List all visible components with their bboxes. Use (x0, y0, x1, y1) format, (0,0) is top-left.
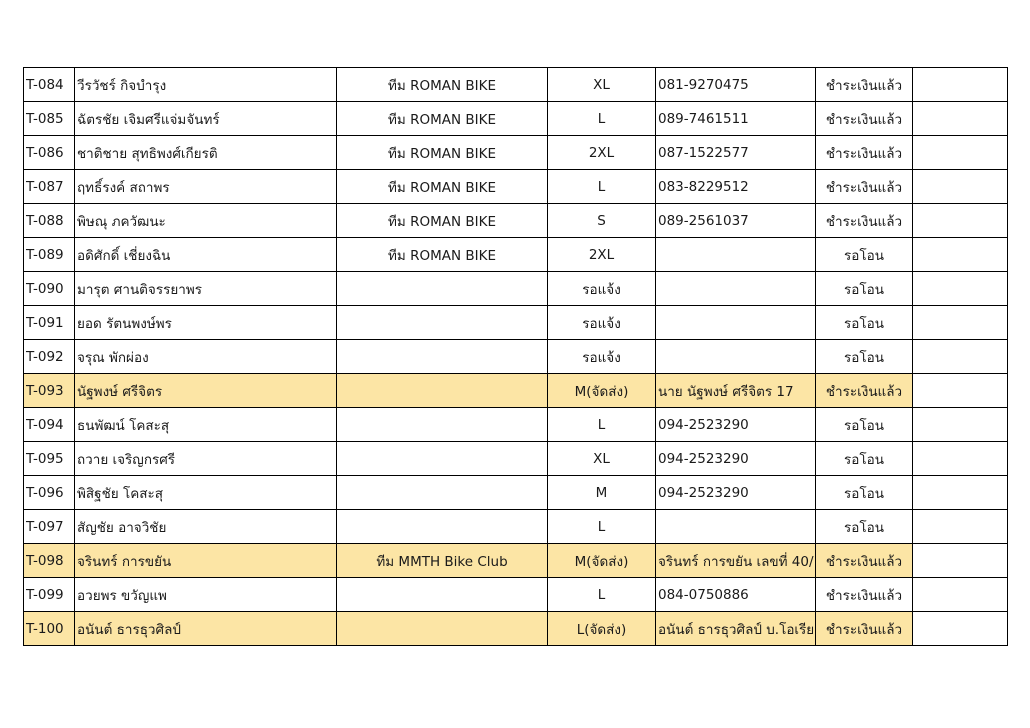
size-text: รอแจ้ง (582, 315, 621, 332)
id-text: T-090 (26, 280, 64, 297)
status-text: ชำระเงินแล้ว (825, 587, 903, 604)
cell-team (337, 238, 548, 272)
cell-name (75, 442, 337, 476)
cell-empty (913, 204, 1008, 238)
size-text: M (595, 484, 608, 501)
name-text: ถวาย เจริญกรศรี (77, 451, 176, 468)
size-text: 2XL (588, 144, 615, 161)
name-text: ฉัตรชัย เจิมศรีแจ่มจันทร์ (77, 111, 220, 128)
size-text: XL (593, 76, 610, 93)
cell-phone (656, 102, 816, 136)
table-row (24, 272, 1008, 306)
cell-team (337, 340, 548, 374)
cell-team (337, 374, 548, 408)
cell-team (337, 68, 548, 102)
table-row (24, 170, 1008, 204)
table-row (24, 238, 1008, 272)
cell-status (816, 510, 913, 544)
table-row (24, 578, 1008, 612)
table-row (24, 408, 1008, 442)
cell-status (816, 136, 913, 170)
cell-size (548, 102, 656, 136)
team-text: ทีม ROMAN BIKE (388, 179, 496, 196)
cell-empty (913, 238, 1008, 272)
cell-name (75, 578, 337, 612)
name-text: ชาติชาย สุทธิพงศ์เกียรติ (77, 145, 218, 162)
cell-size (548, 204, 656, 238)
cell-id (24, 102, 75, 136)
cell-name (75, 272, 337, 306)
cell-size (548, 68, 656, 102)
cell-name (75, 68, 337, 102)
cell-team (337, 204, 548, 238)
status-text: รอโอน (844, 451, 884, 468)
cell-phone (656, 272, 816, 306)
phone-text: 089-2561037 (658, 212, 749, 229)
cell-size (548, 544, 656, 578)
id-text: T-085 (26, 110, 64, 127)
cell-team (337, 544, 548, 578)
cell-id (24, 374, 75, 408)
cell-empty (913, 408, 1008, 442)
cell-empty (913, 612, 1008, 646)
id-text: T-088 (26, 212, 64, 229)
table-row (24, 340, 1008, 374)
cell-id (24, 204, 75, 238)
cell-id (24, 238, 75, 272)
table-row (24, 476, 1008, 510)
phone-text: 089-7461511 (658, 110, 749, 127)
phone-text: จรินทร์ การขยัน เลขที่ 40/ (658, 553, 814, 570)
id-text: T-087 (26, 178, 64, 195)
size-text: XL (593, 450, 610, 467)
size-text: 2XL (588, 246, 615, 263)
cell-size (548, 340, 656, 374)
cell-status (816, 204, 913, 238)
table-row (24, 510, 1008, 544)
cell-team (337, 578, 548, 612)
status-text: รอโอน (844, 281, 884, 298)
status-text: รอโอน (844, 519, 884, 536)
cell-id (24, 442, 75, 476)
team-text: ทีม MMTH Bike Club (376, 553, 508, 570)
cell-status (816, 476, 913, 510)
cell-team (337, 442, 548, 476)
cell-phone (656, 340, 816, 374)
cell-status (816, 544, 913, 578)
cell-size (548, 476, 656, 510)
cell-id (24, 272, 75, 306)
cell-phone (656, 170, 816, 204)
cell-id (24, 170, 75, 204)
cell-name (75, 204, 337, 238)
phone-text: 084-0750886 (658, 586, 749, 603)
name-text: อวยพร ขวัญแพ (77, 587, 167, 604)
cell-phone (656, 578, 816, 612)
table-body (24, 68, 1008, 646)
table-row (24, 306, 1008, 340)
id-text: T-092 (26, 348, 64, 365)
cell-phone (656, 510, 816, 544)
status-text: ชำระเงินแล้ว (825, 77, 903, 94)
cell-size (548, 306, 656, 340)
cell-phone (656, 306, 816, 340)
size-text: รอแจ้ง (582, 281, 621, 298)
name-text: จรุณ พักผ่อง (77, 349, 149, 366)
id-text: T-089 (26, 246, 64, 263)
size-text: M(จัดส่ง) (574, 553, 629, 570)
id-text: T-094 (26, 416, 64, 433)
cell-size (548, 272, 656, 306)
cell-phone (656, 204, 816, 238)
status-text: ชำระเงินแล้ว (825, 111, 903, 128)
status-text: ชำระเงินแล้ว (825, 553, 903, 570)
cell-empty (913, 170, 1008, 204)
size-text: S (597, 212, 606, 229)
team-text: ทีม ROMAN BIKE (388, 145, 496, 162)
id-text: T-098 (26, 552, 64, 569)
size-text: L (597, 586, 606, 603)
name-text: อนันต์ ธารธุวศิลป์ (77, 621, 181, 638)
cell-size (548, 578, 656, 612)
size-text: L (597, 178, 606, 195)
cell-phone (656, 68, 816, 102)
cell-status (816, 578, 913, 612)
table-row (24, 374, 1008, 408)
size-text: รอแจ้ง (582, 349, 621, 366)
name-text: วีรวัชร์ กิจบำรุง (77, 77, 167, 94)
phone-text: 083-8229512 (658, 178, 749, 195)
phone-text: 094-2523290 (658, 484, 749, 501)
table-row (24, 612, 1008, 646)
status-text: ชำระเงินแล้ว (825, 621, 903, 638)
cell-size (548, 510, 656, 544)
phone-text: 094-2523290 (658, 450, 749, 467)
cell-id (24, 408, 75, 442)
cell-empty (913, 68, 1008, 102)
cell-empty (913, 306, 1008, 340)
table-row (24, 442, 1008, 476)
cell-phone (656, 238, 816, 272)
id-text: T-086 (26, 144, 64, 161)
cell-empty (913, 272, 1008, 306)
cell-name (75, 544, 337, 578)
table-row (24, 544, 1008, 578)
cell-id (24, 136, 75, 170)
cell-id (24, 476, 75, 510)
status-text: รอโอน (844, 349, 884, 366)
cell-phone (656, 408, 816, 442)
cell-empty (913, 578, 1008, 612)
cell-status (816, 102, 913, 136)
cell-id (24, 306, 75, 340)
name-text: พิษณุ ภควัฒนะ (77, 213, 166, 230)
size-text: L (597, 518, 606, 535)
status-text: ชำระเงินแล้ว (825, 179, 903, 196)
phone-text: นาย นัฐพงษ์ ศรีจิตร 17 (658, 383, 794, 400)
name-text: มารุต ศานติจรรยาพร (77, 281, 202, 298)
cell-size (548, 408, 656, 442)
cell-id (24, 612, 75, 646)
name-text: อดิศักดิ์ เชี่ยงฉิน (77, 247, 171, 264)
cell-team (337, 306, 548, 340)
cell-empty (913, 374, 1008, 408)
cell-size (548, 136, 656, 170)
cell-empty (913, 544, 1008, 578)
table-row (24, 204, 1008, 238)
cell-phone (656, 136, 816, 170)
status-text: รอโอน (844, 417, 884, 434)
table-row (24, 102, 1008, 136)
table-row (24, 68, 1008, 102)
cell-id (24, 340, 75, 374)
cell-name (75, 408, 337, 442)
cell-status (816, 442, 913, 476)
cell-status (816, 306, 913, 340)
cell-name (75, 238, 337, 272)
cell-name (75, 102, 337, 136)
size-text: M(จัดส่ง) (574, 383, 629, 400)
cell-phone (656, 476, 816, 510)
cell-team (337, 272, 548, 306)
cell-name (75, 306, 337, 340)
id-text: T-097 (26, 518, 64, 535)
name-text: สัญชัย อาจวิชัย (77, 519, 167, 536)
registration-table (23, 67, 1008, 646)
table-row (24, 136, 1008, 170)
cell-phone (656, 442, 816, 476)
cell-team (337, 102, 548, 136)
cell-phone (656, 374, 816, 408)
size-text: L(จัดส่ง) (576, 621, 627, 638)
cell-size (548, 374, 656, 408)
cell-id (24, 544, 75, 578)
cell-empty (913, 136, 1008, 170)
cell-size (548, 170, 656, 204)
status-text: ชำระเงินแล้ว (825, 213, 903, 230)
cell-name (75, 476, 337, 510)
cell-phone (656, 612, 816, 646)
cell-status (816, 170, 913, 204)
team-text: ทีม ROMAN BIKE (388, 111, 496, 128)
phone-text: อนันต์ ธารธุวศิลป์ บ.โอเรีย (658, 621, 815, 638)
cell-status (816, 272, 913, 306)
id-text: T-091 (26, 314, 64, 331)
cell-team (337, 170, 548, 204)
cell-size (548, 612, 656, 646)
cell-team (337, 510, 548, 544)
cell-name (75, 170, 337, 204)
name-text: จรินทร์ การขยัน (77, 553, 172, 570)
name-text: ฤทธิ์รงค์ สถาพร (77, 179, 170, 196)
cell-id (24, 68, 75, 102)
status-text: รอโอน (844, 485, 884, 502)
cell-name (75, 340, 337, 374)
cell-empty (913, 442, 1008, 476)
id-text: T-099 (26, 586, 64, 603)
cell-name (75, 510, 337, 544)
name-text: ยอด รัตนพงษ์พร (77, 315, 172, 332)
cell-status (816, 340, 913, 374)
size-text: L (597, 416, 606, 433)
cell-status (816, 408, 913, 442)
phone-text: 087-1522577 (658, 144, 749, 161)
cell-empty (913, 102, 1008, 136)
cell-size (548, 442, 656, 476)
status-text: รอโอน (844, 315, 884, 332)
name-text: ธนพัฒน์ โคสะสุ (77, 417, 170, 434)
status-text: รอโอน (844, 247, 884, 264)
name-text: นัฐพงษ์ ศรีจิตร (77, 383, 163, 400)
cell-empty (913, 476, 1008, 510)
cell-name (75, 612, 337, 646)
cell-size (548, 238, 656, 272)
size-text: L (597, 110, 606, 127)
cell-empty (913, 340, 1008, 374)
cell-team (337, 476, 548, 510)
cell-id (24, 578, 75, 612)
cell-team (337, 612, 548, 646)
name-text: พิสิฐชัย โคสะสุ (77, 485, 163, 502)
cell-phone (656, 544, 816, 578)
cell-name (75, 136, 337, 170)
cell-id (24, 510, 75, 544)
cell-status (816, 612, 913, 646)
team-text: ทีม ROMAN BIKE (388, 213, 496, 230)
phone-text: 094-2523290 (658, 416, 749, 433)
id-text: T-096 (26, 484, 64, 501)
id-text: T-084 (26, 76, 64, 93)
team-text: ทีม ROMAN BIKE (388, 77, 496, 94)
team-text: ทีม ROMAN BIKE (388, 247, 496, 264)
cell-name (75, 374, 337, 408)
status-text: ชำระเงินแล้ว (825, 145, 903, 162)
id-text: T-095 (26, 450, 64, 467)
cell-team (337, 136, 548, 170)
cell-status (816, 238, 913, 272)
cell-team (337, 408, 548, 442)
status-text: ชำระเงินแล้ว (825, 383, 903, 400)
cell-empty (913, 510, 1008, 544)
phone-text: 081-9270475 (658, 76, 749, 93)
id-text: T-093 (26, 382, 64, 399)
id-text: T-100 (26, 620, 64, 637)
cell-status (816, 374, 913, 408)
cell-status (816, 68, 913, 102)
